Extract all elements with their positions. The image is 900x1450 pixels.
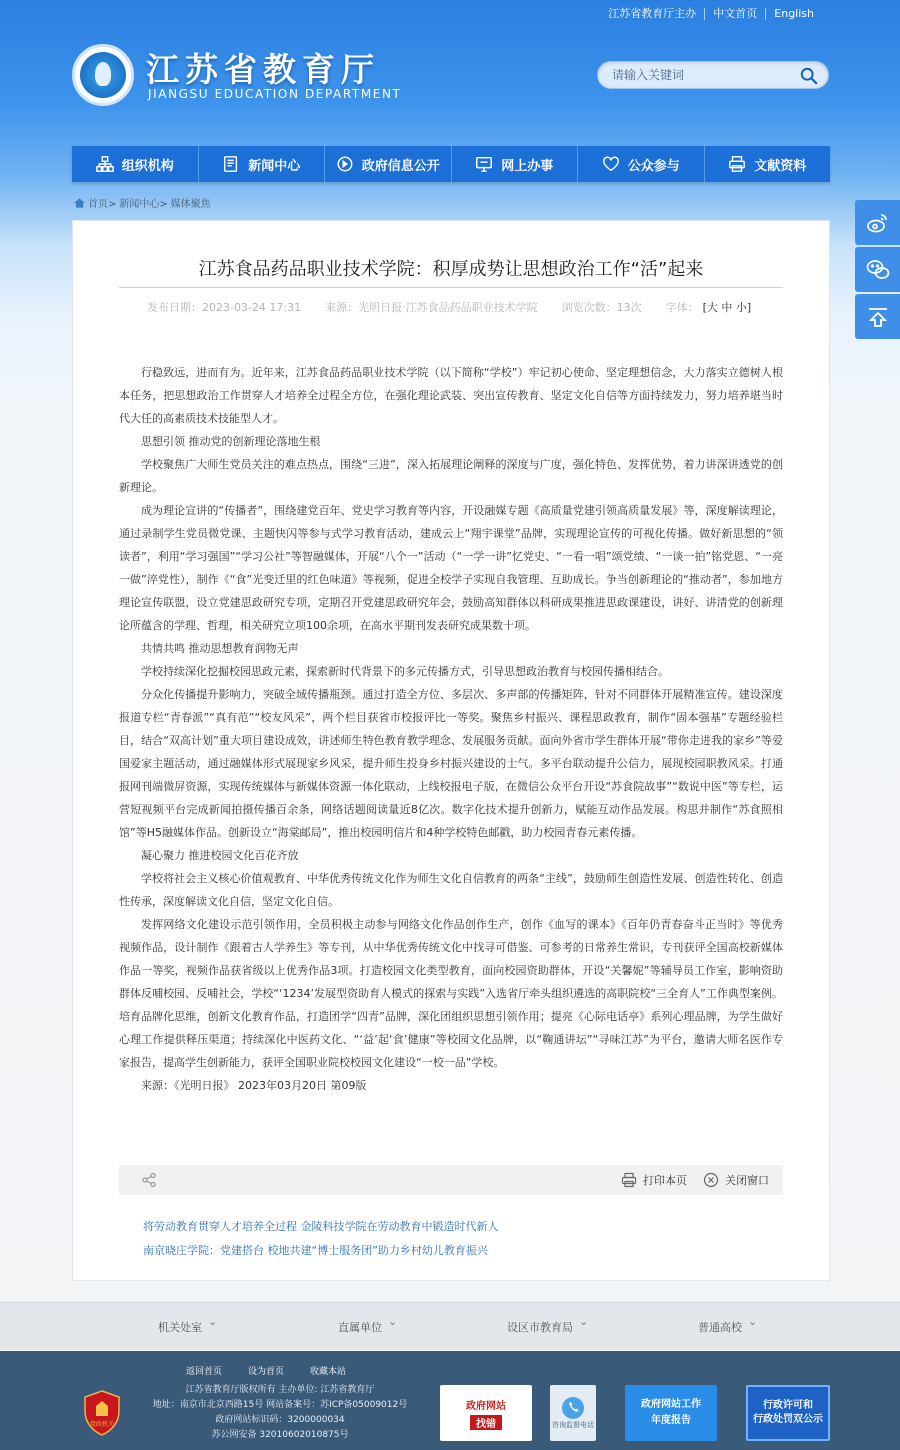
chinese-home-link[interactable]: 中文首页	[704, 8, 765, 20]
back-to-top-button[interactable]	[855, 294, 900, 339]
hotline-label: 咨询监督电话	[552, 1421, 594, 1429]
section-heading: 凝心聚力 推进校园文化百花齐放	[141, 849, 299, 862]
police-record-text: 苏公网安备 32010602010875号	[211, 1430, 349, 1440]
nav-public-participation[interactable]	[577, 146, 704, 182]
banner-line: 政府网站工作	[641, 1399, 701, 1410]
footer-link-bar	[0, 1302, 900, 1350]
print-button[interactable]	[621, 1172, 687, 1188]
nav-documents[interactable]	[704, 146, 831, 182]
close-window-button[interactable]	[703, 1172, 769, 1188]
monitor-icon	[475, 155, 493, 173]
article-toolbar	[119, 1165, 783, 1195]
site-title: 江苏省教育厅	[146, 50, 380, 89]
dropdown-universities[interactable]: 普通高校 ⌄	[630, 1319, 810, 1335]
wechat-button[interactable]	[855, 247, 900, 292]
paragraph: 学校聚焦广大师生党员关注的难点热点，围绕“三进”，深入拓展理论阐释的深度与广度，强化特色、发挥优势，着力讲深讲透党的创新理论。	[119, 458, 783, 494]
paragraph: 学校持续深化挖掘校园思政元素，探索新时代背景下的多元传播方式，引导思想政治教育与校园传播相结合。	[141, 665, 669, 678]
party-government-badge-icon[interactable]	[82, 1390, 122, 1436]
emblem-icon	[80, 52, 126, 98]
paragraph: 发挥网络文化建设示范引领作用，全员积极主动参与网络文化作品创作生产，创作《血写的课本》《百年仍青春奋斗正当时》等优秀视频作品，设计制作《跟着古人学养生》等专刊，从中华优秀传统文化中找寻可借鉴、可参考的日常养生常识，专刊获评全国高校新媒体作品一等奖，视频作品获省级以上优秀作品3项。打造校园文化类型教育，面向校园资助群体，开设“关馨妮”等辅导员工作室，影响资助群体反哺校园、反哺社会，学校“‘1234’发展型资助育人模式的探索与实践”入选省厅牵头组织遴选的高职院校“三全育人”工作典型案例。培育品牌化思维，创新文化教育作品，打造团学“四青”品牌，深化团组织思想引领作用；提亮《心际电话亭》系列心理品牌，为学生做好心理工作提供释压渠道；持续深化中医药文化、“‘益’起‘食’健康”等校园文化品牌，以“鞠通讲坛”“寻味江苏”为平台，邀请大师名医作专家报告，提高学生创新能力，获评全国职业院校校园文化建设“一校一品”学校。	[119, 918, 783, 1069]
footer-info	[140, 1383, 420, 1443]
side-float-bar	[855, 200, 900, 341]
banner-line: 年度报告	[651, 1415, 691, 1426]
footer-links	[186, 1364, 346, 1377]
search-input[interactable]	[598, 62, 788, 88]
org-chart-icon	[96, 155, 114, 173]
set-homepage-link[interactable]: 设为首页	[248, 1367, 285, 1377]
hotline-banner[interactable]	[550, 1385, 596, 1441]
nav-online-service[interactable]	[451, 146, 578, 182]
paragraph: 分众化传播提升影响力，突破全域传播瓶颈。通过打造全方位、多层次、多声部的传播矩阵，针对不同群体开展精准宣传。建设深度报道专栏“青春派”“真有范”“校友风采”，两个栏目获省市校报评比一等奖。聚焦乡村振兴、课程思政教育，制作“固本强基”专题经验栏目，结合“双高计划”重大项目建设成效，讲述师生特色教育教学理念、发展服务贡献。面向外省市学生群体开展“带你走进我的家乡”等爱国爱家主题活动，通过融媒体形式展现家乡风采，提升师生投身乡村振兴建设的士气。多平台联动提升公信力，展现校园职教风采。打通报网刊端微屏资源，实现传统媒体与新媒体资源一体化联动，上线校报电子版，在微信公众平台开设“苏食院故事”“数说中医”等专栏，运营短视频平台完成新闻拍摄传播百余条，网络话题阅读量近8亿次。数字化技术提升创新力，赋能互动作品发展。构思并制作“苏食照相馆”等H5融媒体作品。创新设立“海棠邮局”，推出校园明信片和4种学校特色邮戳，助力校园青春元素传播。	[119, 688, 783, 839]
site-id-text: 政府网站标识码：3200000034	[215, 1415, 345, 1425]
annual-report-banner[interactable]	[625, 1385, 717, 1441]
related-link[interactable]: 南京晓庄学院：党建搭台 校地共建“博士服务团”助力乡村幼儿教育振兴	[143, 1244, 488, 1257]
share-icon[interactable]	[141, 1172, 157, 1188]
double-publicity-banner[interactable]	[746, 1385, 830, 1441]
dropdown-departments[interactable]: 机关处室 ⌄	[90, 1319, 270, 1335]
paragraph: 学校将社会主义核心价值观教育、中华优秀传统文化作为师生文化自信教育的两条“主线”，鼓励师生创造性发展、创造性转化、创造性传承，深度解读文化自信，坚定文化自信。	[119, 872, 783, 908]
source-line: 来源：《光明日报》 2023年03月20日 第09版	[141, 1079, 367, 1092]
toolbar-actions	[621, 1172, 769, 1188]
title-divider	[119, 287, 783, 288]
font-size-switcher[interactable]: [大 中 小]	[702, 301, 752, 314]
print-label: 打印本页	[643, 1174, 687, 1187]
info-disclosure-icon	[336, 155, 354, 173]
nav-label: 新闻中心	[248, 158, 301, 174]
phone-icon	[561, 1396, 585, 1420]
font-size-label: 字体：	[665, 301, 699, 314]
close-icon	[703, 1172, 719, 1188]
english-link[interactable]: English	[765, 8, 822, 20]
article-title: 江苏食品药品职业技术学院：积厚成势让思想政治工作“活”起来	[198, 259, 704, 280]
banner-line: 行政许可和	[763, 1400, 813, 1411]
badge-label: 党政机关	[89, 1421, 115, 1428]
back-to-top-icon	[865, 304, 891, 330]
breadcrumb-news[interactable]: 新闻中心>	[119, 199, 168, 210]
banner-line: 行政处罚双公示	[753, 1414, 823, 1425]
back-home-link[interactable]: 返回首页	[186, 1367, 223, 1377]
related-link[interactable]: 将劳动教育贯穿人才培养全过程 金陵科技学院在劳动教育中锻造时代新人	[143, 1220, 499, 1233]
banner-line: 政府网站	[466, 1400, 506, 1412]
weibo-button[interactable]	[855, 200, 900, 245]
address-text: 地址：南京市北京西路15号 网站备案号：苏ICP备05009012号	[152, 1400, 408, 1410]
nav-label: 组织机构	[121, 158, 174, 174]
weibo-icon	[865, 210, 891, 236]
close-label: 关闭窗口	[725, 1174, 769, 1187]
printer-icon	[621, 1172, 637, 1188]
wechat-icon	[865, 257, 891, 283]
publish-date: 发布日期：2023-03-24 17:31	[147, 301, 302, 314]
article-source: 来源：光明日报·江苏食品药品职业技术学院	[325, 301, 538, 314]
paragraph: 成为理论宣讲的“传播者”，围绕建党百年、党史学习教育等内容，开设融媒专题《高质量党建引领高质量发展》等，深度解读理论，通过录制学生党员微党课、主题快闪等参与式学习教育活动，建成云上“翔宇课堂”品牌，实现理论宣传的可视化传播。做好新思想的“领读者”，利用“学习强国”“学习公社”等智融媒体，开展“八个一”活动（“一学一讲”忆党史、“一看一唱”颂党绩、“一谈一拍”铭党恩、“一亮一做”淬党性），制作《“食”光变迁里的红色味道》等视频，促进全校学子实现自我管理、互助成长。争当创新理论的“推动者”，参加地方理论宣传联盟，设立党建思政研究专项，定期召开党建思政研究年会，鼓励高知群体以科研成果推进思政课建设，讲好、讲清党的创新理论所蕴含的学理、哲理，相关研究立项100余项，在高水平期刊发表研究成果数十项。	[119, 504, 783, 632]
search-icon[interactable]	[800, 67, 818, 85]
site-footer	[0, 1351, 900, 1450]
nav-label: 公众参与	[627, 158, 680, 174]
nav-label: 网上办事	[501, 158, 554, 174]
view-count: 浏览次数：13次	[561, 301, 642, 314]
section-heading: 共情共鸣 推动思想教育润物无声	[141, 642, 299, 655]
sponsor-text: 江苏省教育厅主办	[608, 7, 697, 20]
site-subtitle: JIANGSU EDUCATION DEPARTMENT	[148, 87, 402, 101]
site-logo[interactable]	[72, 44, 134, 106]
nav-label: 文献资料	[754, 158, 807, 174]
section-heading: 思想引领 推动党的创新理论落地生根	[141, 435, 321, 448]
article-panel	[72, 220, 830, 1281]
printer-icon	[728, 155, 746, 173]
document-icon	[222, 155, 240, 173]
paragraph: 行稳致远，进而有为。近年来，江苏食品药品职业技术学院（以下简称“学校”）牢记初心使命、坚定理想信念，大力落实立德树人根本任务，把思想政治工作贯穿人才培养全过程全方位，在强化理论武装、突出宣传教育、坚定文化自信等方面持续发力，努力培养堪当时代大任的高素质技术技能型人才。	[119, 366, 783, 425]
breadcrumb-current[interactable]: 媒体聚焦	[170, 199, 211, 210]
search-box	[597, 61, 829, 89]
bookmark-link[interactable]: 收藏本站	[310, 1367, 347, 1377]
nav-label: 政府信息公开	[361, 158, 440, 174]
home-icon	[74, 198, 85, 208]
top-links	[600, 8, 822, 20]
gov-site-error-report-banner[interactable]	[440, 1385, 532, 1441]
nav-organization[interactable]	[72, 146, 198, 182]
nav-info-disclosure[interactable]	[324, 146, 451, 182]
nav-news[interactable]	[198, 146, 325, 182]
breadcrumb-home[interactable]: 首页>	[88, 199, 117, 210]
breadcrumb	[74, 195, 211, 210]
article-meta	[147, 300, 757, 316]
main-nav	[72, 146, 830, 182]
article-body	[119, 361, 783, 1097]
copyright-text: 江苏省教育厅版权所有 主办单位: 江苏省教育厅	[185, 1385, 375, 1395]
banner-line: 找错	[470, 1415, 502, 1430]
dropdown-affiliated-units[interactable]: 直属单位 ⌄	[270, 1319, 450, 1335]
related-articles	[143, 1215, 499, 1263]
heart-icon	[602, 155, 620, 173]
dropdown-city-bureaus[interactable]: 设区市教育局 ⌄	[450, 1319, 630, 1335]
